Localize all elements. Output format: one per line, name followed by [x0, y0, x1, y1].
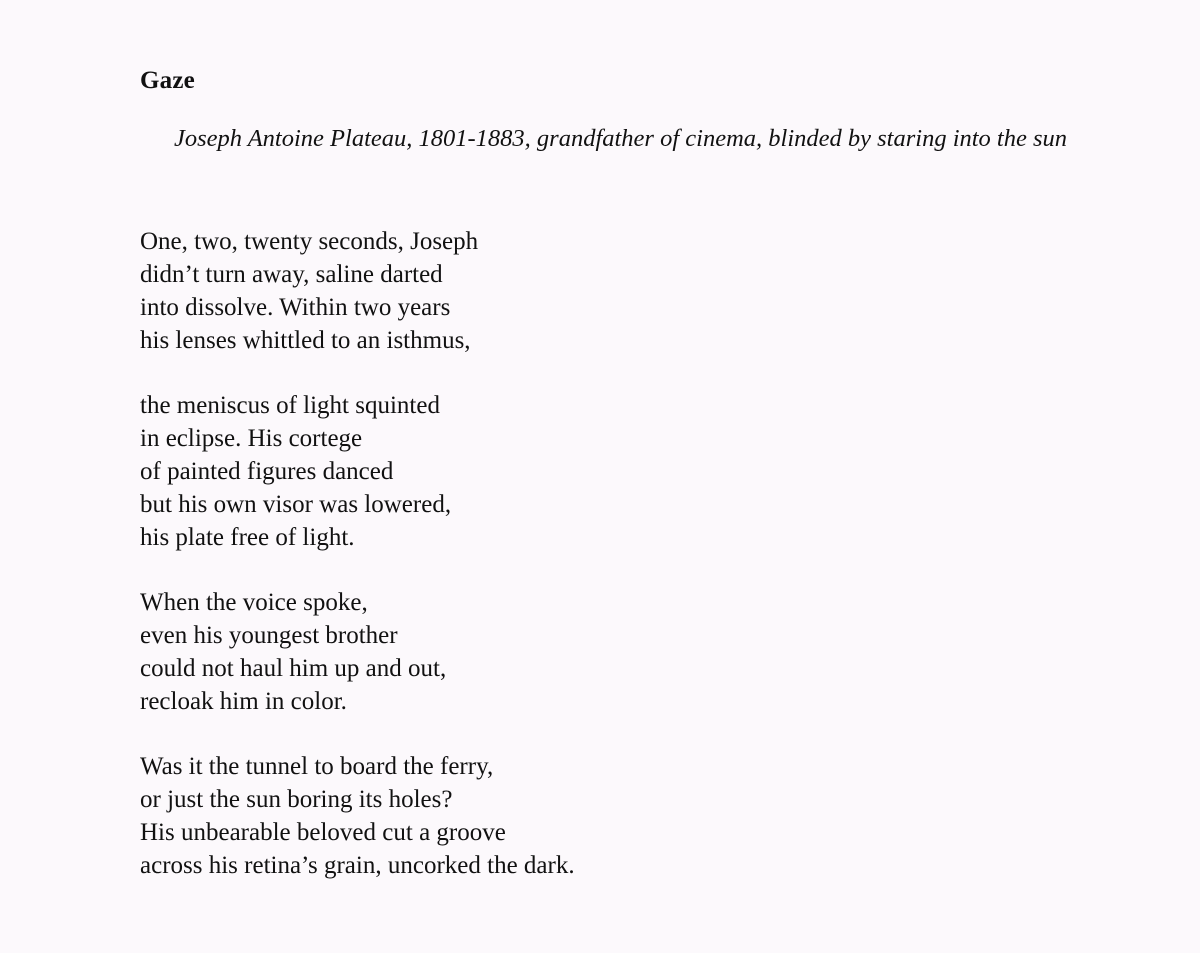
poem-line: could not haul him up and out, [140, 655, 447, 682]
poem-line: his lenses whittled to an isthmus, [140, 327, 471, 354]
stanza-2 [140, 389, 575, 554]
poem-line: his plate free of light. [140, 524, 355, 551]
poem-line: One, two, twenty seconds, Joseph [140, 228, 479, 255]
poem-line: recloak him in color. [140, 688, 347, 715]
poem-line: or just the sun boring its holes? [140, 786, 453, 813]
poem-epigraph: Joseph Antoine Plateau, 1801-1883, grandfather of cinema, blinded by staring into the sun [174, 125, 1068, 152]
poem-line: into dissolve. Within two years [140, 294, 451, 321]
poem-line: When the voice spoke, [140, 589, 368, 616]
poem-line: but his own visor was lowered, [140, 491, 452, 518]
stanza-1 [140, 225, 575, 357]
stanza-3 [140, 586, 575, 718]
poem-line: across his retina’s grain, uncorked the dark. [140, 852, 575, 879]
poem-line: of painted figures danced [140, 458, 394, 485]
poem-title: Gaze [140, 67, 195, 94]
poem-line: the meniscus of light squinted [140, 392, 440, 419]
poem-line: even his youngest brother [140, 622, 398, 649]
stanza-4 [140, 750, 575, 882]
poem-line: His unbearable beloved cut a groove [140, 819, 506, 846]
poem-line: Was it the tunnel to board the ferry, [140, 753, 494, 780]
poem-line: in eclipse. His cortege [140, 425, 363, 452]
poem-body [140, 225, 575, 914]
poem-line: didn’t turn away, saline darted [140, 261, 443, 288]
